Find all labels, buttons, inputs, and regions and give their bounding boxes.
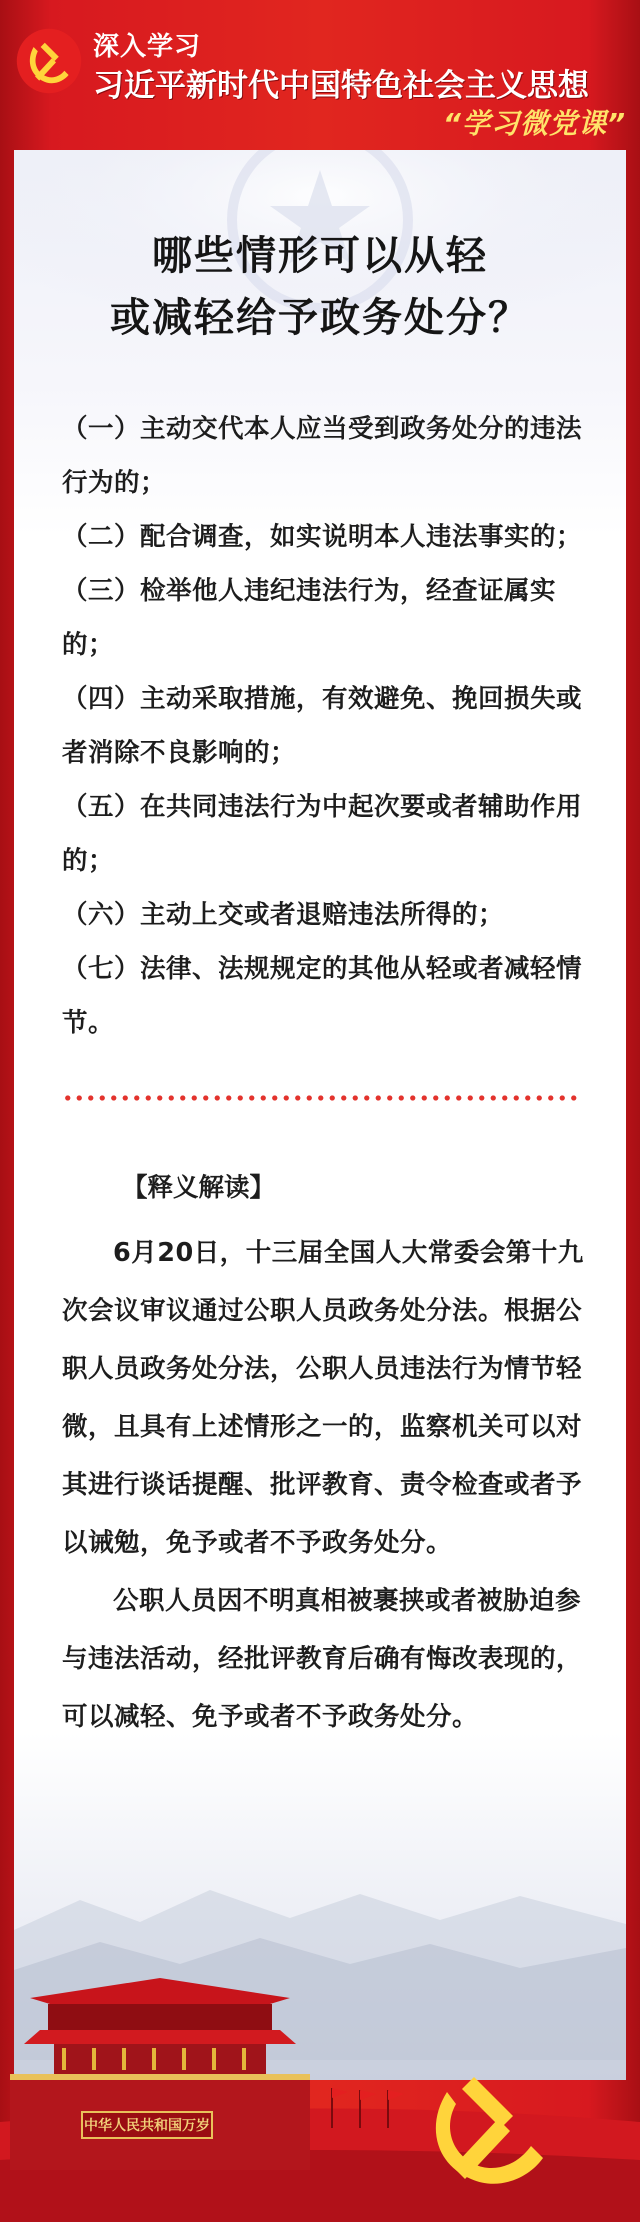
list-item: （三）检举他人违纪违法行为，经查证属实的； [62, 576, 557, 660]
party-emblem-icon [14, 26, 84, 96]
header-kicker: 深入学习 [93, 32, 202, 62]
explanation-paragraph: 公职人员因不明真相被裹挟或者被胁迫参与违法活动，经批评教育后确有悔改表现的，可以减轻、免予或者不予政务处分。 [62, 1586, 583, 1732]
list-item: （二）配合调查，如实说明本人违法事实的； [62, 522, 583, 552]
header-brand: “学习微党课” [442, 107, 626, 140]
question-line-1: 哪些情形可以从轻 [152, 233, 488, 279]
header-banner [0, 0, 640, 150]
list-item: （五）在共同违法行为中起次要或者辅助作用的； [62, 792, 583, 876]
header-title: 习近平新时代中国特色社会主义思想 [93, 68, 589, 104]
explanation-paragraph: 6月20日，十三届全国人大常委会第十九次会议审议通过公职人员政务处分法。根据公职人员政务处分法，公职人员违法行为情节轻微，且具有上述情形之一的，监察机关可以对其进行谈话提醒、批评教育、责令检查或者予以诫勉，免予或者不予政务处分。 [62, 1238, 584, 1558]
question-line-2: 或减轻给予政务处分？ [110, 295, 530, 341]
circumstances-list [62, 402, 584, 1050]
list-item: （一）主动交代本人应当受到政务处分的违法行为的； [62, 414, 583, 498]
footer-scene [0, 1860, 640, 2222]
gate-plaque: 中华人民共和国万岁 [84, 2118, 210, 2134]
explanation-heading: 【释义解读】 [122, 1173, 276, 1203]
list-item: （七）法律、法规规定的其他从轻或者减轻情节。 [62, 954, 583, 1038]
tiananmen-gate [0, 1970, 320, 2170]
question-title [0, 225, 640, 349]
explanation-section [62, 1158, 584, 1746]
party-emblem-large-icon [414, 2050, 564, 2200]
dotted-divider [62, 1095, 580, 1101]
list-item: （六）主动上交或者退赔违法所得的； [62, 900, 505, 930]
list-item: （四）主动采取措施，有效避免、挽回损失或者消除不良影响的； [62, 684, 583, 768]
